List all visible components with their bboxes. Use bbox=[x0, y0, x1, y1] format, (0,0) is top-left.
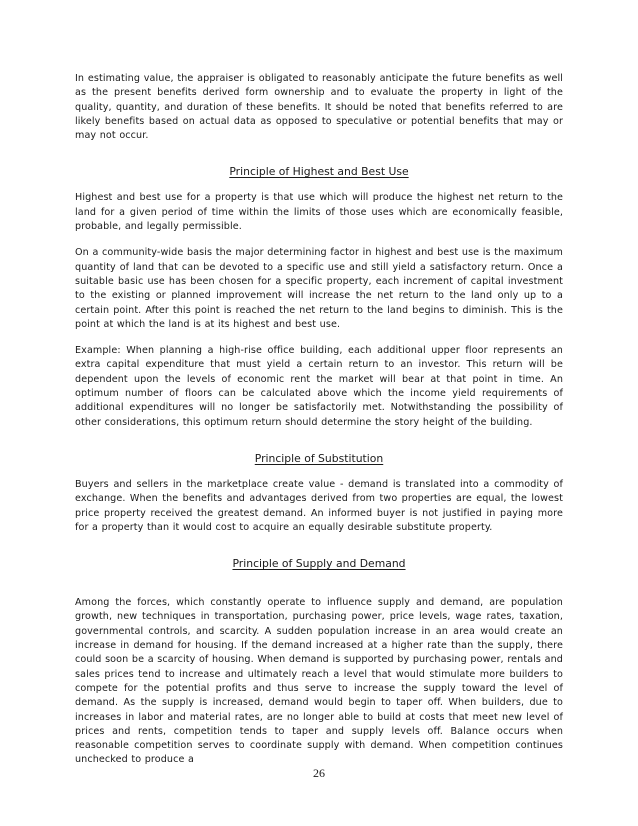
hbu-paragraph-2: On a community-wide basis the major determining factor in highest and best use is the maximum quantity of land that can be devoted to a specific use and still yield a satisfactory return. Once a suitable basic use has been chosen for a specific property, each increment of capital investment to the existing or planned improvement will increase the net return to the land only up to a certain point. After this point is reached the net return to the land begins to diminish. This is the point at which the land is at its highest and best use. bbox=[75, 247, 563, 330]
hbu-paragraph-1: Highest and best use for a property is that use which will produce the highest net return to the land for a given period of time within the limits of those uses which are economically feasible, probable, and legally permissible. bbox=[75, 192, 563, 233]
heading-highest-best-use: Principle of Highest and Best Use bbox=[229, 165, 409, 179]
page-number: 26 bbox=[313, 766, 325, 780]
substitution-paragraph: Buyers and sellers in the marketplace create value - demand is translated into a commodity of exchange. When the benefits and advantages derived from two properties are equal, the lowest price property received the greatest demand. An informed buyer is not justified in paying more for a property than it would cost to acquire an equally desirable substitute property. bbox=[75, 478, 563, 533]
heading-supply-demand: Principle of Supply and Demand bbox=[232, 557, 406, 571]
supply-demand-paragraph: Among the forces, which constantly operate to influence supply and demand, are population growth, new techniques in transportation, purchasing power, price levels, wage rates, taxation, governmental controls, and scarcity. A sudden population increase in an area would create an increase in demand for housing. If the demand increased at a higher rate than the supply, there could soon be a scarcity of housing. When demand is supported by purchasing power, rentals and sales prices tend to increase and ultimately reach a level that would stimulate more builders to compete for the potential profits and thus serve to increase the supply toward the level of demand. As the supply is increased, demand would begin to taper off. When builders, due to increases in labor and material rates, are no longer able to build at costs that meet new level of prices and rents, competition tends to taper and supply levels off. Balance occurs when reasonable competition serves to coordinate supply with demand. When competition continues unchecked to produce a bbox=[75, 597, 563, 766]
heading-substitution: Principle of Substitution bbox=[254, 451, 384, 465]
intro-paragraph: In estimating value, the appraiser is obligated to reasonably anticipate the future benefits as well as the present benefits derived form ownership and to evaluate the property in light of the quality, quantity, and duration of these benefits. It should be noted that benefits referred to are likely benefits based on actual data as opposed to speculative or potential benefits that may or may not occur. bbox=[75, 73, 563, 142]
hbu-paragraph-3: Example: When planning a high-rise office building, each additional upper floor represents an extra capital expenditure that must yield a certain return to an investor. This return will be dependent upon the levels of economic rent the market will bear at that point in time. An optimum number of floors can be calculated above which the income yield requirements of additional expenditures will no longer be satisfactorily met. Notwithstanding the possibility of other considerations, this optimum return should determine the story height of the building. bbox=[75, 345, 563, 428]
document-page bbox=[75, 72, 563, 768]
